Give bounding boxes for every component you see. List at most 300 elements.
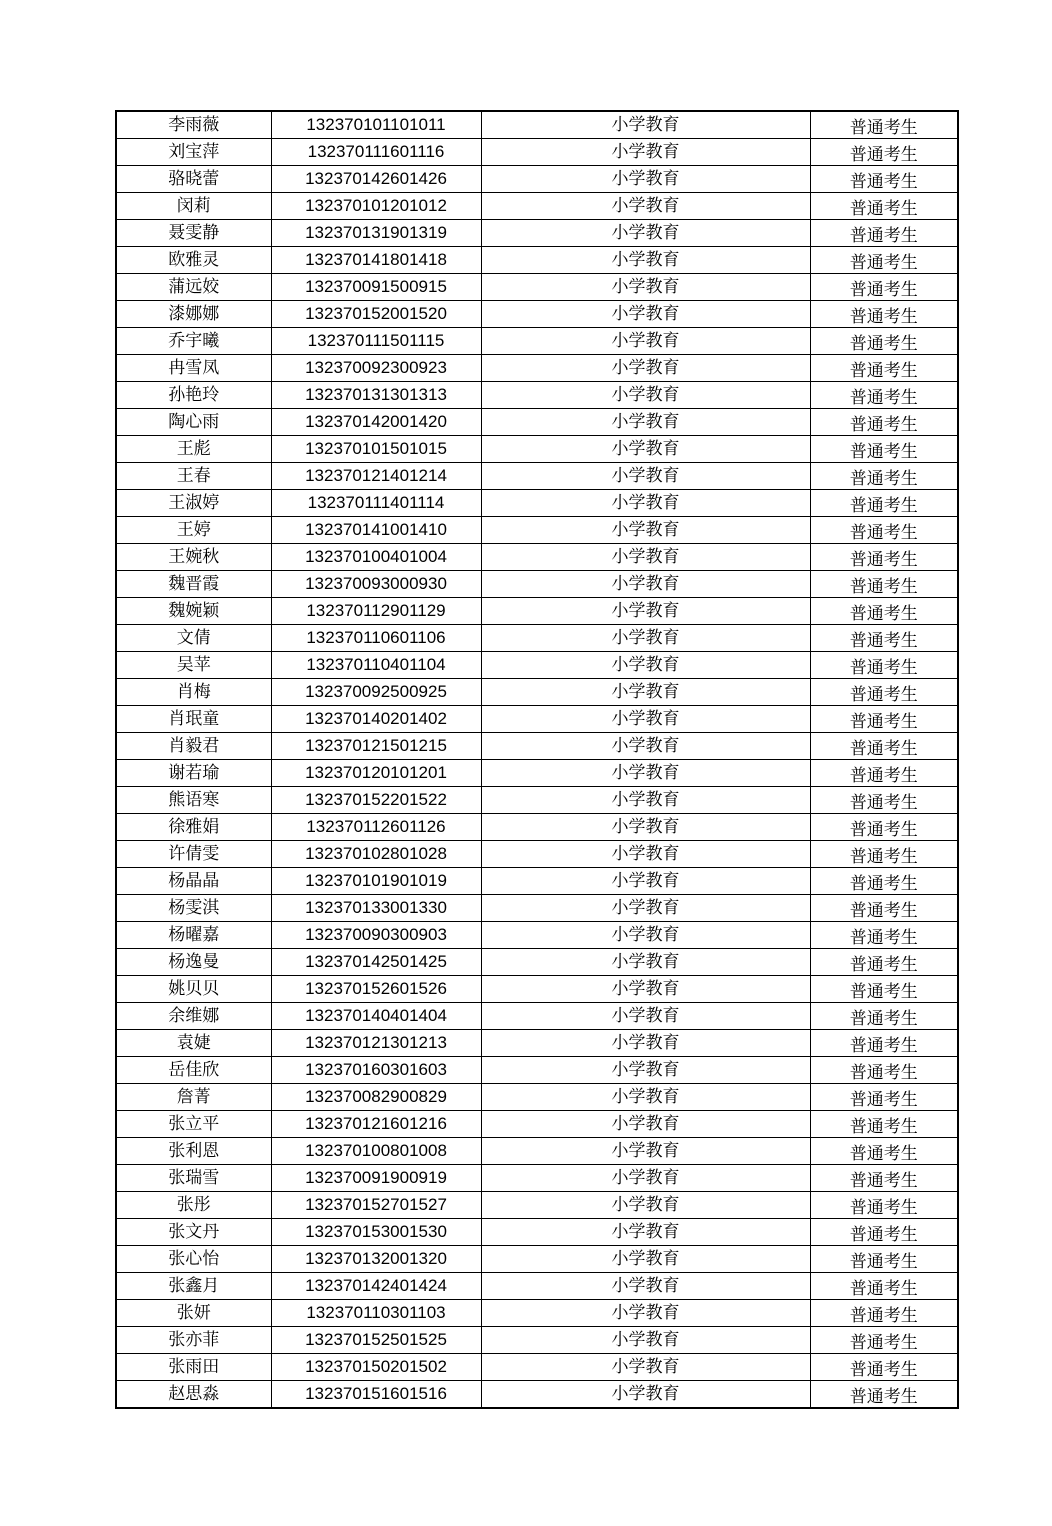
candidate-name-cell <box>116 274 271 301</box>
candidate-type-cell <box>810 1300 958 1327</box>
major-cell <box>481 1165 810 1192</box>
candidate-type-cell <box>810 1246 958 1273</box>
candidate-table-body <box>116 111 958 1408</box>
candidate-name-cell <box>116 1381 271 1409</box>
table-row <box>116 111 958 139</box>
candidate-id-cell <box>271 598 481 625</box>
candidate-name-text: 王婉秋 <box>168 547 220 567</box>
candidate-id-cell <box>271 571 481 598</box>
candidate-type-cell <box>810 1030 958 1057</box>
candidate-id-text: 132370101901019 <box>305 871 447 890</box>
candidate-id-text: 132370142401424 <box>305 1276 447 1295</box>
candidate-type-text: 普通考生 <box>849 1090 918 1110</box>
major-cell <box>481 625 810 652</box>
candidate-type-text: 普通考生 <box>849 496 918 516</box>
candidate-id-text: 132370132001320 <box>305 1249 447 1268</box>
candidate-name-text: 孙艳玲 <box>168 385 220 405</box>
candidate-name-cell <box>116 1273 271 1300</box>
candidate-type-cell <box>810 1165 958 1192</box>
major-text: 小学教育 <box>611 736 680 756</box>
candidate-name-text: 蒲远姣 <box>168 277 220 297</box>
candidate-name-text: 许倩雯 <box>168 844 220 864</box>
candidate-id-cell <box>271 1192 481 1219</box>
candidate-id-cell <box>271 679 481 706</box>
major-cell <box>481 1138 810 1165</box>
table-row <box>116 949 958 976</box>
candidate-type-text: 普通考生 <box>849 901 918 921</box>
table-row <box>116 895 958 922</box>
major-text: 小学教育 <box>611 574 680 594</box>
table-row <box>116 1030 958 1057</box>
candidate-id-cell <box>271 1138 481 1165</box>
table-row <box>116 1273 958 1300</box>
major-text: 小学教育 <box>611 763 680 783</box>
candidate-name-cell <box>116 1354 271 1381</box>
major-text: 小学教育 <box>611 898 680 918</box>
candidate-name-cell <box>116 976 271 1003</box>
candidate-id-cell <box>271 166 481 193</box>
candidate-id-cell <box>271 247 481 274</box>
major-cell <box>481 1381 810 1409</box>
candidate-name-text: 赵思淼 <box>168 1384 220 1404</box>
candidate-id-text: 132370091900919 <box>305 1168 447 1187</box>
table-row <box>116 760 958 787</box>
candidate-type-cell <box>810 868 958 895</box>
candidate-type-text: 普通考生 <box>849 226 918 246</box>
candidate-type-cell <box>810 1354 958 1381</box>
major-text: 小学教育 <box>611 385 680 405</box>
table-row <box>116 1300 958 1327</box>
candidate-id-cell <box>271 436 481 463</box>
candidate-name-text: 杨晶晶 <box>168 871 220 891</box>
table-row <box>116 247 958 274</box>
candidate-id-text: 132370111501115 <box>307 331 445 350</box>
candidate-type-text: 普通考生 <box>849 874 918 894</box>
major-text: 小学教育 <box>611 304 680 324</box>
major-text: 小学教育 <box>611 1303 680 1323</box>
candidate-type-text: 普通考生 <box>849 118 918 138</box>
candidate-type-text: 普通考生 <box>849 1117 918 1137</box>
candidate-type-text: 普通考生 <box>849 199 918 219</box>
major-text: 小学教育 <box>611 331 680 351</box>
candidate-type-text: 普通考生 <box>849 361 918 381</box>
candidate-id-text: 132370140201402 <box>305 709 447 728</box>
candidate-id-text: 132370121501215 <box>305 736 447 755</box>
candidate-id-text: 132370090300903 <box>305 925 447 944</box>
candidate-name-text: 冉雪凤 <box>168 358 220 378</box>
candidate-id-text: 132370121401214 <box>305 466 447 485</box>
table-row <box>116 1003 958 1030</box>
major-text: 小学教育 <box>611 277 680 297</box>
candidate-name-cell <box>116 571 271 598</box>
candidate-id-cell <box>271 301 481 328</box>
major-text: 小学教育 <box>611 1384 680 1404</box>
candidate-type-text: 普通考生 <box>849 307 918 327</box>
major-cell <box>481 1327 810 1354</box>
major-text: 小学教育 <box>611 925 680 945</box>
candidate-name-cell <box>116 1165 271 1192</box>
candidate-id-cell <box>271 706 481 733</box>
table-row <box>116 1138 958 1165</box>
candidate-type-cell <box>810 247 958 274</box>
candidate-type-cell <box>810 436 958 463</box>
candidate-id-cell <box>271 841 481 868</box>
candidate-id-text: 132370141001410 <box>305 520 447 539</box>
candidate-id-text: 132370112601126 <box>306 817 446 836</box>
table-row <box>116 652 958 679</box>
major-cell <box>481 301 810 328</box>
candidate-type-text: 普通考生 <box>849 145 918 165</box>
table-row <box>116 976 958 1003</box>
major-cell <box>481 895 810 922</box>
major-cell <box>481 760 810 787</box>
candidate-name-cell <box>116 1327 271 1354</box>
table-row <box>116 922 958 949</box>
candidate-name-cell <box>116 949 271 976</box>
candidate-type-text: 普通考生 <box>849 1036 918 1056</box>
candidate-id-cell <box>271 382 481 409</box>
candidate-name-text: 张瑞雪 <box>168 1168 220 1188</box>
candidate-type-text: 普通考生 <box>849 712 918 732</box>
candidate-type-cell <box>810 382 958 409</box>
major-text: 小学教育 <box>611 466 680 486</box>
candidate-type-cell <box>810 1273 958 1300</box>
candidate-name-cell <box>116 1057 271 1084</box>
candidate-name-cell <box>116 625 271 652</box>
candidate-type-cell <box>810 706 958 733</box>
candidate-type-cell <box>810 301 958 328</box>
candidate-type-cell <box>810 814 958 841</box>
candidate-id-cell <box>271 544 481 571</box>
table-row <box>116 409 958 436</box>
candidate-id-text: 132370142601426 <box>305 169 447 188</box>
major-cell <box>481 1111 810 1138</box>
candidate-name-cell <box>116 247 271 274</box>
candidate-name-cell <box>116 220 271 247</box>
candidate-id-cell <box>271 517 481 544</box>
candidate-type-cell <box>810 922 958 949</box>
candidate-type-text: 普通考生 <box>849 1279 918 1299</box>
major-cell <box>481 976 810 1003</box>
candidate-name-cell <box>116 814 271 841</box>
candidate-id-cell <box>271 652 481 679</box>
candidate-name-text: 骆晓蕾 <box>168 169 220 189</box>
major-text: 小学教育 <box>611 1006 680 1026</box>
table-row <box>116 571 958 598</box>
candidate-name-text: 陶心雨 <box>168 412 220 432</box>
candidate-name-cell <box>116 922 271 949</box>
candidate-type-cell <box>810 949 958 976</box>
candidate-name-text: 余维娜 <box>168 1006 220 1026</box>
candidate-id-cell <box>271 1381 481 1409</box>
candidate-id-text: 132370120101201 <box>305 763 447 782</box>
candidate-id-cell <box>271 274 481 301</box>
candidate-name-text: 王春 <box>176 466 211 486</box>
candidate-name-text: 袁婕 <box>176 1033 211 1053</box>
major-cell <box>481 598 810 625</box>
candidate-id-text: 132370111601116 <box>307 142 445 161</box>
candidate-type-text: 普通考生 <box>849 523 918 543</box>
candidate-id-cell <box>271 1300 481 1327</box>
major-cell <box>481 1246 810 1273</box>
candidate-name-cell <box>116 1111 271 1138</box>
candidate-type-cell <box>810 274 958 301</box>
candidate-id-text: 132370101501015 <box>305 439 447 458</box>
candidate-id-cell <box>271 1273 481 1300</box>
candidate-id-text: 132370133001330 <box>305 898 447 917</box>
major-cell <box>481 220 810 247</box>
candidate-id-cell <box>271 463 481 490</box>
table-row <box>116 787 958 814</box>
candidate-type-cell <box>810 463 958 490</box>
candidate-type-text: 普通考生 <box>849 577 918 597</box>
candidate-type-cell <box>810 787 958 814</box>
candidate-type-cell <box>810 733 958 760</box>
candidate-name-text: 张鑫月 <box>168 1276 220 1296</box>
candidate-type-cell <box>810 625 958 652</box>
candidate-id-cell <box>271 1003 481 1030</box>
candidate-type-text: 普通考生 <box>849 415 918 435</box>
candidate-type-text: 普通考生 <box>849 1009 918 1029</box>
major-cell <box>481 1057 810 1084</box>
candidate-id-text: 132370101101011 <box>306 115 446 134</box>
candidate-type-text: 普通考生 <box>849 334 918 354</box>
candidate-id-cell <box>271 355 481 382</box>
major-text: 小学教育 <box>611 601 680 621</box>
candidate-type-text: 普通考生 <box>849 793 918 813</box>
candidate-name-text: 漆娜娜 <box>168 304 220 324</box>
candidate-type-cell <box>810 544 958 571</box>
candidate-type-text: 普通考生 <box>849 172 918 192</box>
candidate-name-text: 肖梅 <box>176 682 211 702</box>
candidate-id-text: 132370152001520 <box>305 304 447 323</box>
candidate-name-cell <box>116 193 271 220</box>
candidate-type-cell <box>810 139 958 166</box>
candidate-name-text: 刘宝萍 <box>168 142 220 162</box>
candidate-type-cell <box>810 1192 958 1219</box>
candidate-name-text: 张利恩 <box>168 1141 220 1161</box>
candidate-type-text: 普通考生 <box>849 1171 918 1191</box>
candidate-id-cell <box>271 490 481 517</box>
candidate-name-cell <box>116 111 271 139</box>
candidate-name-cell <box>116 1246 271 1273</box>
major-text: 小学教育 <box>611 628 680 648</box>
table-row <box>116 1165 958 1192</box>
candidate-id-cell <box>271 1327 481 1354</box>
table-row <box>116 139 958 166</box>
candidate-type-cell <box>810 571 958 598</box>
candidate-id-text: 132370152501525 <box>305 1330 447 1349</box>
major-text: 小学教育 <box>611 439 680 459</box>
table-row <box>116 868 958 895</box>
candidate-id-text: 132370110401104 <box>306 655 446 674</box>
candidate-name-text: 乔宇曦 <box>168 331 220 351</box>
candidate-type-text: 普通考生 <box>849 739 918 759</box>
candidate-type-text: 普通考生 <box>849 631 918 651</box>
major-cell <box>481 868 810 895</box>
candidate-id-text: 132370092300923 <box>305 358 447 377</box>
candidate-name-text: 魏晋霞 <box>168 574 220 594</box>
major-cell <box>481 382 810 409</box>
table-row <box>116 382 958 409</box>
candidate-id-text: 132370152701527 <box>305 1195 447 1214</box>
candidate-name-cell <box>116 868 271 895</box>
major-cell <box>481 1354 810 1381</box>
major-text: 小学教育 <box>611 1141 680 1161</box>
candidate-id-cell <box>271 625 481 652</box>
major-cell <box>481 949 810 976</box>
candidate-type-text: 普通考生 <box>849 1144 918 1164</box>
candidate-id-cell <box>271 949 481 976</box>
candidate-type-cell <box>810 652 958 679</box>
candidate-name-text: 詹菁 <box>176 1087 211 1107</box>
candidate-name-cell <box>116 895 271 922</box>
candidate-type-cell <box>810 1111 958 1138</box>
major-cell <box>481 111 810 139</box>
candidate-name-text: 闵莉 <box>176 196 211 216</box>
candidate-name-text: 肖珉童 <box>168 709 220 729</box>
candidate-type-text: 普通考生 <box>849 820 918 840</box>
major-text: 小学教育 <box>611 682 680 702</box>
candidate-id-cell <box>271 895 481 922</box>
candidate-id-cell <box>271 787 481 814</box>
major-text: 小学教育 <box>611 817 680 837</box>
major-text: 小学教育 <box>611 1357 680 1377</box>
table-row <box>116 706 958 733</box>
candidate-name-cell <box>116 166 271 193</box>
major-cell <box>481 571 810 598</box>
candidate-id-text: 132370082900829 <box>305 1087 447 1106</box>
candidate-name-text: 张雨田 <box>168 1357 220 1377</box>
candidate-id-text: 132370141801418 <box>305 250 447 269</box>
candidate-id-text: 132370100401004 <box>305 547 447 566</box>
major-text: 小学教育 <box>611 196 680 216</box>
candidate-id-cell <box>271 976 481 1003</box>
candidate-name-cell <box>116 1219 271 1246</box>
candidate-id-cell <box>271 733 481 760</box>
table-row <box>116 355 958 382</box>
major-cell <box>481 679 810 706</box>
major-text: 小学教育 <box>611 412 680 432</box>
table-row <box>116 193 958 220</box>
candidate-name-cell <box>116 139 271 166</box>
major-cell <box>481 139 810 166</box>
candidate-name-cell <box>116 679 271 706</box>
table-row <box>116 328 958 355</box>
candidate-id-cell <box>271 328 481 355</box>
table-row <box>116 517 958 544</box>
candidate-id-cell <box>271 193 481 220</box>
candidate-type-cell <box>810 1219 958 1246</box>
candidate-id-text: 132370092500925 <box>305 682 447 701</box>
candidate-id-text: 132370150201502 <box>305 1357 447 1376</box>
candidate-name-text: 聂雯静 <box>168 223 220 243</box>
candidate-id-cell <box>271 111 481 139</box>
candidate-type-cell <box>810 679 958 706</box>
major-text: 小学教育 <box>611 142 680 162</box>
candidate-type-text: 普通考生 <box>849 928 918 948</box>
table-row <box>116 463 958 490</box>
candidate-name-cell <box>116 490 271 517</box>
major-cell <box>481 652 810 679</box>
major-text: 小学教育 <box>611 844 680 864</box>
table-row <box>116 1246 958 1273</box>
candidate-type-text: 普通考生 <box>849 253 918 273</box>
candidate-type-cell <box>810 1003 958 1030</box>
candidate-id-cell <box>271 1111 481 1138</box>
candidate-name-cell <box>116 1192 271 1219</box>
candidate-type-text: 普通考生 <box>849 955 918 975</box>
candidate-id-cell <box>271 814 481 841</box>
candidate-type-cell <box>810 976 958 1003</box>
candidate-id-text: 132370102801028 <box>305 844 447 863</box>
candidate-name-text: 杨雯淇 <box>168 898 220 918</box>
candidate-id-cell <box>271 868 481 895</box>
candidate-id-text: 132370152201522 <box>305 790 447 809</box>
candidate-id-text: 132370142501425 <box>305 952 447 971</box>
candidate-name-text: 王彪 <box>176 439 211 459</box>
candidate-id-text: 132370112901129 <box>306 601 446 620</box>
major-cell <box>481 1273 810 1300</box>
table-row <box>116 814 958 841</box>
candidate-type-text: 普通考生 <box>849 442 918 462</box>
candidate-type-text: 普通考生 <box>849 1252 918 1272</box>
table-row <box>116 274 958 301</box>
major-text: 小学教育 <box>611 1249 680 1269</box>
major-cell <box>481 274 810 301</box>
major-text: 小学教育 <box>611 115 680 135</box>
candidate-name-text: 魏婉颖 <box>168 601 220 621</box>
candidate-id-cell <box>271 139 481 166</box>
major-cell <box>481 787 810 814</box>
candidate-id-cell <box>271 409 481 436</box>
candidate-type-text: 普通考生 <box>849 280 918 300</box>
candidate-name-text: 文倩 <box>176 628 211 648</box>
major-cell <box>481 517 810 544</box>
candidate-name-cell <box>116 760 271 787</box>
major-cell <box>481 1219 810 1246</box>
major-cell <box>481 841 810 868</box>
candidate-type-cell <box>810 895 958 922</box>
candidate-type-text: 普通考生 <box>849 658 918 678</box>
candidate-id-text: 132370111401114 <box>307 493 445 512</box>
major-cell <box>481 1030 810 1057</box>
candidate-name-cell <box>116 1003 271 1030</box>
candidate-type-text: 普通考生 <box>849 388 918 408</box>
candidate-name-cell <box>116 463 271 490</box>
candidate-id-text: 132370110601106 <box>306 628 446 647</box>
candidate-id-text: 132370100801008 <box>305 1141 447 1160</box>
major-cell <box>481 490 810 517</box>
candidate-name-text: 熊语寒 <box>168 790 220 810</box>
candidate-type-text: 普通考生 <box>849 685 918 705</box>
candidate-name-text: 欧雅灵 <box>168 250 220 270</box>
candidate-type-cell <box>810 598 958 625</box>
candidate-type-text: 普通考生 <box>849 1360 918 1380</box>
major-cell <box>481 409 810 436</box>
candidate-name-cell <box>116 328 271 355</box>
candidate-name-cell <box>116 706 271 733</box>
candidate-name-text: 谢若瑜 <box>168 763 220 783</box>
candidate-name-cell <box>116 598 271 625</box>
candidate-type-text: 普通考生 <box>849 1306 918 1326</box>
candidate-name-cell <box>116 652 271 679</box>
candidate-id-cell <box>271 1057 481 1084</box>
candidate-name-text: 岳佳欣 <box>168 1060 220 1080</box>
candidate-type-cell <box>810 1327 958 1354</box>
major-text: 小学教育 <box>611 655 680 675</box>
table-row <box>116 625 958 652</box>
